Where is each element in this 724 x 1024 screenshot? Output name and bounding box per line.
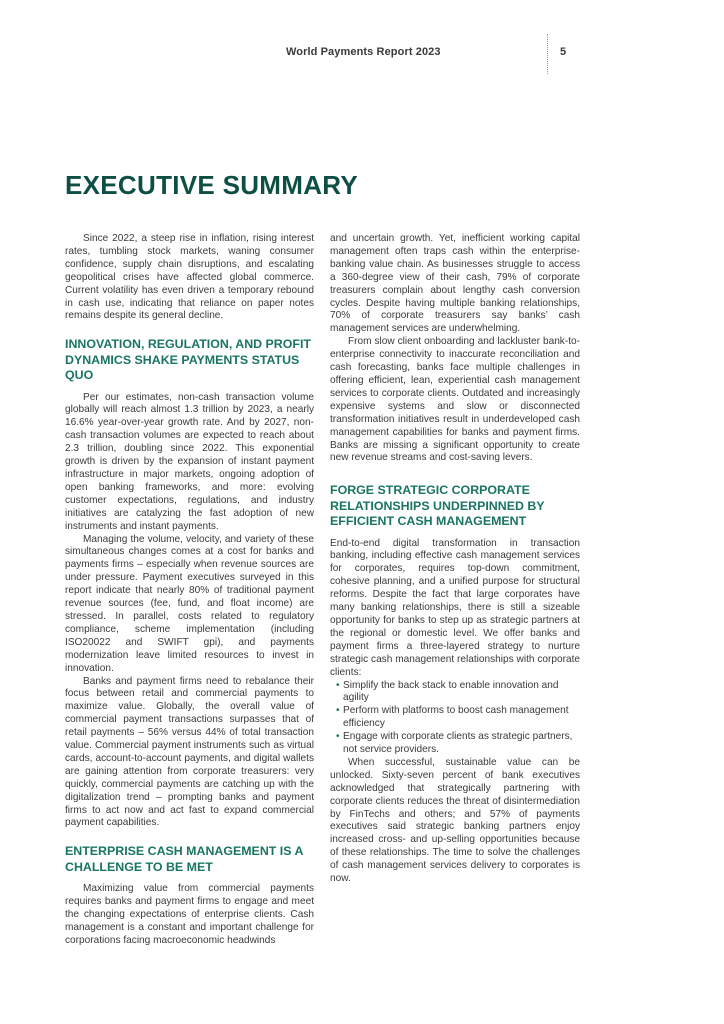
strategy-bullet-list (330, 680, 580, 757)
list-item: • Perform with platforms to boost cash management efficiency (336, 705, 569, 730)
bullet-icon: • (336, 705, 340, 717)
body-paragraph: End-to-end digital transformation in transaction banking, including effective cash management services for corporates, requires top-down commitment, cohesive planning, and a unified purpose for structural reforms. Despite the fact that large corporates have many banking relationships, there is still a sizeable opportunity for banks to step up as strategic partners at the regional or domestic level. We offer banks and payment firms a three-layered strategy to nurture strategic cash management relationships with corporate clients: (330, 537, 580, 678)
section-heading-cash-management: ENTERPRISE CASH MANAGEMENT IS A CHALLENGE TO BE MET (65, 844, 303, 874)
page-title: EXECUTIVE SUMMARY (65, 170, 359, 200)
bullet-icon: • (336, 679, 340, 691)
section-heading-strategic-relationships: FORGE STRATEGIC CORPORATE RELATIONSHIPS UNDERPINNED BY EFFICIENT CASH MANAGEMENT (330, 483, 545, 529)
body-paragraph: When successful, sustainable value can be unlocked. Sixty-seven percent of bank executives acknowledged that strategically partnering with corporate clients reduces the threat of disintermediation by FinTechs and others; and 57% of payments executives said strategic banking partners enjoy increased cross- and up-selling opportunities because of these relationships. The time to solve the challenges of cash management services delivery to corporates is now. (330, 756, 580, 885)
page-number: 5 (560, 46, 567, 58)
bullet-icon: • (336, 731, 340, 743)
intro-paragraph: Since 2022, a steep rise in inflation, rising interest rates, tumbling stock markets, waning consumer confidence, supply chain disruptions, and escalating geopolitical crises have affected global commerce. Current volatility has even driven a temporary rebound in cash use, indicating that reliance on paper notes remains despite its general decline. (65, 233, 314, 322)
body-paragraph: Managing the volume, velocity, and variety of these simultaneous changes comes at a cost for banks and payments firms – especially when revenue sources are under pressure. Payment executives surveyed in this report indicate that nearly 80% of traditional payment revenue sources (fee, fund, and float income) are stressed. In parallel, costs related to regulatory compliance, scheme implementation (including ISO20022 and SWIFT gpi), and payments modernization leave limited resources to invest in innovation. (65, 533, 314, 674)
header-divider (547, 34, 548, 74)
list-item: • Engage with corporate clients as strategic partners, not service providers. (336, 731, 573, 756)
left-column (65, 233, 314, 948)
body-paragraph: From slow client onboarding and lackluster bank-to-enterprise connectivity to inaccurate reconciliation and cash forecasting, banks face multiple challenges in offering efficient, lean, experiential cash management services to corporate clients. Outdated and increasingly expensive systems and slow or disconnected transformation initiatives result in underdeveloped cash management capabilities for banks and payment firms. Banks are missing a significant opportunity to create new revenue streams and cost-saving levers. (330, 336, 580, 464)
list-item: • Simplify the back stack to enable innovation and agility (336, 679, 559, 704)
body-paragraph: Banks and payment firms need to rebalance their focus between retail and commercial payments to maximize value. Globally, the overall value of commercial payment transactions surpasses that of retail payments – 56% versus 44% of total transaction value. Commercial payment instruments such as virtual cards, account-to-account payments, and digital wallets are gaining attention from corporate treasurers: very quickly, commercial payments are catching up with the digitalization trend – prompting banks and payment firms to act now and act fast to expand commercial payment capabilities. (65, 675, 314, 829)
body-paragraph: Per our estimates, non-cash transaction volume globally will reach almost 1.3 trillion by 2023, a nearly 16.6% year-over-year growth rate. And by 2027, non-cash transaction volumes are expected to reach about 2.3 trillion, doubling since 2022. This exponential growth is driven by the expansion of instant payment infrastructure in major markets, ongoing adoption of open banking frameworks, and more: evolving customer expectations, regulations, and industry initiatives are catalyzing the fast adoption of new instruments and instant payments. (65, 391, 314, 532)
body-paragraph: Maximizing value from commercial payments requires banks and payment firms to engage and meet the changing expectations of enterprise clients. Cash management is a constant and important challenge for corporations facing macroeconomic headwinds (65, 883, 314, 946)
right-column (330, 233, 580, 886)
section-heading-innovation: INNOVATION, REGULATION, AND PROFIT DYNAMICS SHAKE PAYMENTS STATUS QUO (65, 337, 311, 383)
body-paragraph: and uncertain growth. Yet, inefficient working capital management often traps cash within the enterprise-banking value chain. As businesses struggle to access a 360-degree view of their cash, 79% of corporate treasurers complain about lengthy cash conversion cycles. Despite having multiple banking relationships, 70% of corporate treasurers say banks’ cash management services are underwhelming. (330, 233, 580, 335)
report-title: World Payments Report 2023 (286, 46, 441, 58)
